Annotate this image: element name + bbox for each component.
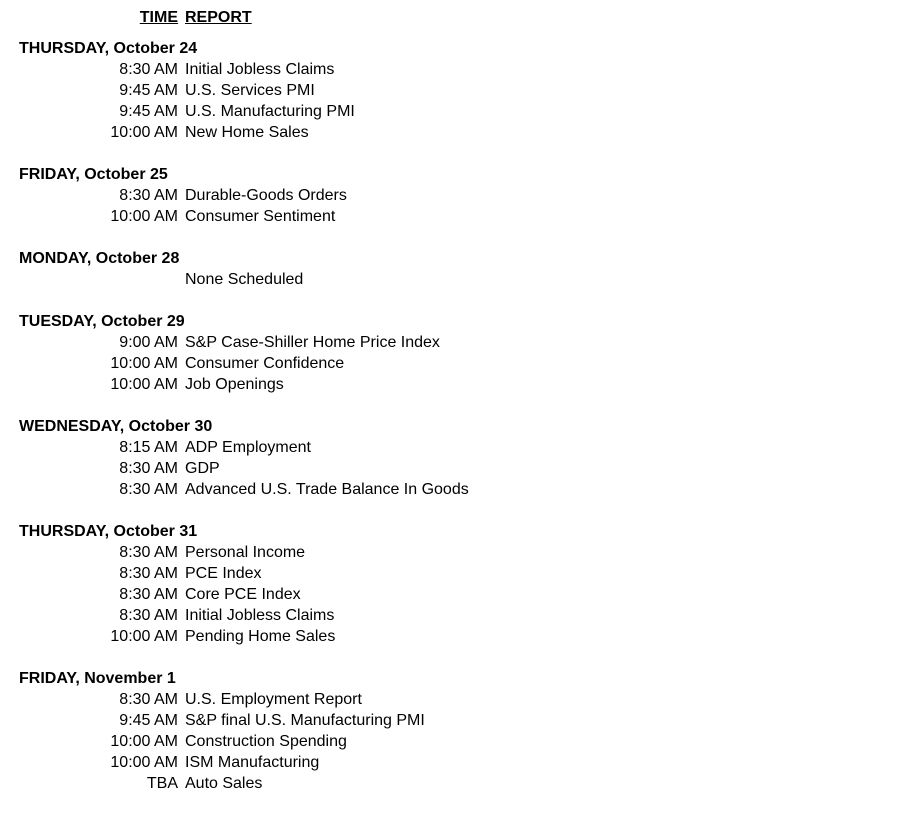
event-report: S&P final U.S. Manufacturing PMI — [185, 712, 425, 729]
event-report: Pending Home Sales — [185, 628, 336, 645]
event-report: U.S. Services PMI — [185, 82, 315, 99]
event-time: 9:45 AM — [119, 712, 178, 729]
day-group — [0, 38, 899, 143]
event-time: 9:45 AM — [119, 103, 178, 120]
day-group — [0, 311, 899, 395]
event-time: 10:00 AM — [110, 355, 178, 372]
event-row — [0, 80, 899, 101]
event-report: GDP — [185, 460, 220, 477]
event-time: 10:00 AM — [110, 208, 178, 225]
event-row — [0, 542, 899, 563]
day-group — [0, 521, 899, 647]
day-heading: MONDAY, October 28 — [19, 250, 180, 267]
event-time: 10:00 AM — [110, 628, 178, 645]
event-row — [0, 332, 899, 353]
event-row — [0, 626, 899, 647]
event-time: 10:00 AM — [110, 733, 178, 750]
event-time: 10:00 AM — [110, 754, 178, 771]
event-row — [0, 773, 899, 794]
event-row — [0, 605, 899, 626]
event-row — [0, 563, 899, 584]
day-heading: THURSDAY, October 31 — [19, 523, 198, 540]
event-report: S&P Case-Shiller Home Price Index — [185, 334, 440, 351]
event-report: New Home Sales — [185, 124, 309, 141]
day-heading: WEDNESDAY, October 30 — [19, 418, 213, 435]
report-column-header: REPORT — [185, 9, 252, 26]
event-row — [0, 458, 899, 479]
event-time: 8:30 AM — [119, 607, 178, 624]
event-row — [0, 710, 899, 731]
event-time: 8:30 AM — [119, 460, 178, 477]
event-row — [0, 353, 899, 374]
event-time: 10:00 AM — [110, 376, 178, 393]
event-row — [0, 185, 899, 206]
day-list — [0, 38, 899, 794]
event-time: 8:30 AM — [119, 61, 178, 78]
day-heading: FRIDAY, October 25 — [19, 166, 168, 183]
economic-calendar — [0, 7, 899, 815]
time-column-header: TIME — [139, 9, 178, 26]
event-time: 9:45 AM — [119, 82, 178, 99]
event-time: 8:30 AM — [119, 187, 178, 204]
event-report: Core PCE Index — [185, 586, 301, 603]
event-row — [0, 101, 899, 122]
event-report: Consumer Sentiment — [185, 208, 336, 225]
event-report: PCE Index — [185, 565, 262, 582]
event-report: Initial Jobless Claims — [185, 607, 335, 624]
event-row — [0, 689, 899, 710]
event-report: Advanced U.S. Trade Balance In Goods — [185, 481, 469, 498]
event-time: TBA — [146, 775, 178, 792]
day-heading: TUESDAY, October 29 — [19, 313, 185, 330]
event-row — [0, 437, 899, 458]
event-row — [0, 374, 899, 395]
event-time: 10:00 AM — [110, 124, 178, 141]
event-report: ADP Employment — [185, 439, 311, 456]
event-report: Auto Sales — [185, 775, 263, 792]
day-heading: FRIDAY, November 1 — [19, 670, 176, 687]
event-report: Durable-Goods Orders — [185, 187, 347, 204]
column-header-row — [0, 7, 899, 28]
day-group — [0, 416, 899, 500]
event-row — [0, 752, 899, 773]
event-time: 8:30 AM — [119, 565, 178, 582]
event-report: Job Openings — [185, 376, 284, 393]
event-report: None Scheduled — [185, 271, 304, 288]
event-time: 8:15 AM — [119, 439, 178, 456]
event-time: 8:30 AM — [119, 481, 178, 498]
event-time: 8:30 AM — [119, 691, 178, 708]
event-row — [0, 269, 899, 290]
event-row — [0, 731, 899, 752]
event-report: Initial Jobless Claims — [185, 61, 335, 78]
event-time: 8:30 AM — [119, 586, 178, 603]
day-group — [0, 248, 899, 290]
event-report: U.S. Employment Report — [185, 691, 362, 708]
day-group — [0, 164, 899, 227]
event-row — [0, 122, 899, 143]
event-report: Personal Income — [185, 544, 306, 561]
event-report: Construction Spending — [185, 733, 347, 750]
event-time: 9:00 AM — [119, 334, 178, 351]
day-group — [0, 668, 899, 794]
event-time: 8:30 AM — [119, 544, 178, 561]
event-report: Consumer Confidence — [185, 355, 345, 372]
event-row — [0, 59, 899, 80]
event-report: ISM Manufacturing — [185, 754, 320, 771]
event-row — [0, 479, 899, 500]
day-heading: THURSDAY, October 24 — [19, 40, 198, 57]
event-report: U.S. Manufacturing PMI — [185, 103, 355, 120]
event-row — [0, 584, 899, 605]
event-row — [0, 206, 899, 227]
